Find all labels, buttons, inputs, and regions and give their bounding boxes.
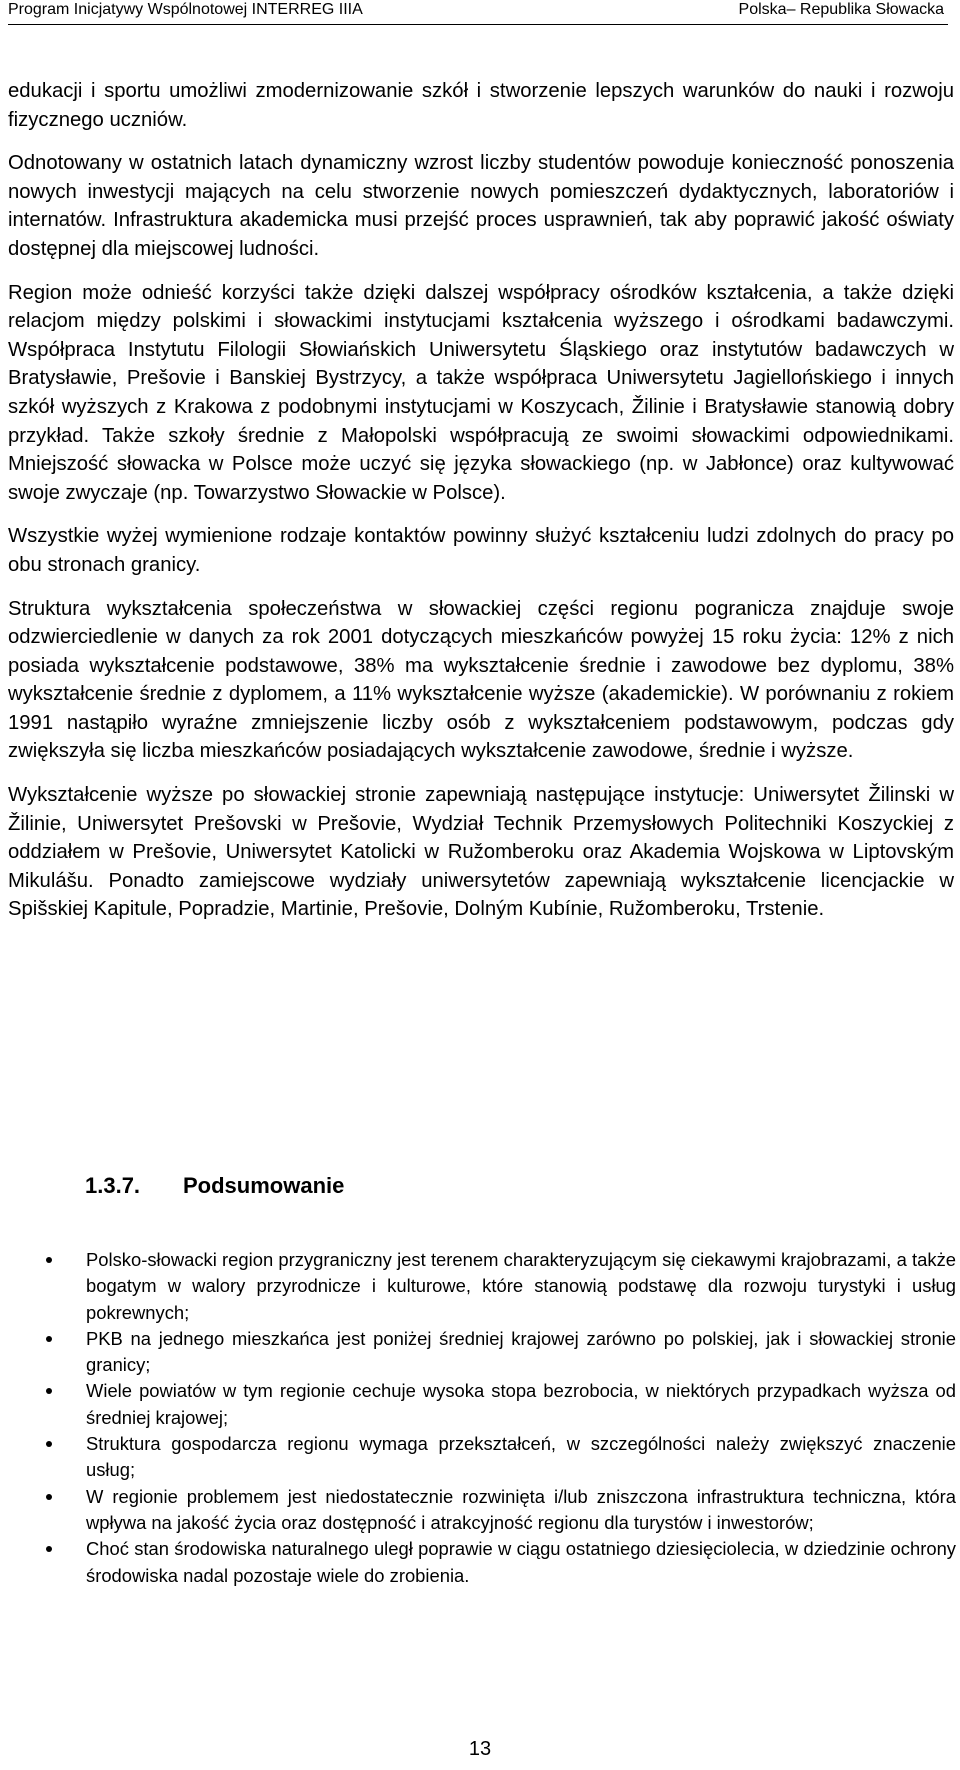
list-item-text: Choć stan środowiska naturalnego uległ poprawie w ciągu ostatniego dziesięciolecia, w dziedzinie ochrony środowiska nadal pozostaje wiele do zrobienia. — [86, 1538, 956, 1586]
summary-list — [36, 1247, 956, 1589]
paragraph: edukacji i sportu umożliwi zmodernizowanie szkół i stworzenie lepszych warunków do nauki i rozwoju fizycznego uczniów. — [8, 80, 954, 131]
page-header — [8, 0, 948, 25]
list-item-text: Polsko-słowacki region przygraniczny jest terenem charakteryzującym się ciekawymi krajobrazami, a także bogatym w walory przyrodnicze i kulturowe, które stanowią podstawę dla rozwoju turystyki i usług pokrewnych; — [86, 1249, 956, 1323]
paragraph: Region może odnieść korzyści także dzięki dalszej współpracy ośrodków kształcenia, a także dzięki relacjom między polskimi i słowackimi instytucjami kształcenia wyższego i ośrodkami badawczymi. Współpraca Instytutu Filologii Słowiańskich Uniwersytetu Śląskiego oraz instytutów badawczych w Bratysławie, Prešovie i Banskiej Bystrzycy, a także współpraca Uniwersytetu Jagiellońskiego i innych szkół wyższych z Krakowa z podobnymi instytucjami w Koszycach, Žilinie i Bratysławie stanowią dobry przykład. Także szkoły średnie z Małopolski współpracują ze swoimi słowackimi odpowiednikami. Mniejszość słowacka w Polsce może uczyć się języka słowackiego (np. w Jabłonce) oraz kultywować swoje zwyczaje (np. Towarzystwo Słowackie w Polsce). — [8, 281, 954, 504]
section-heading — [85, 1173, 344, 1199]
page-number: 13 — [468, 1738, 492, 1760]
header-region-title: Polska– Republika Słowacka — [738, 1, 944, 18]
list-item-text: Struktura gospodarcza regionu wymaga przekształceń, w szczególności należy zwiększyć znaczenie usług; — [86, 1433, 956, 1481]
bullet-icon — [46, 1336, 52, 1342]
list-item — [36, 1326, 956, 1379]
paragraph: Wszystkie wyżej wymienione rodzaje kontaktów powinny służyć kształceniu ludzi zdolnych do pracy po obu stronach granicy. — [8, 525, 954, 576]
list-item-text: Wiele powiatów w tym regionie cechuje wysoka stopa bezrobocia, w niektórych przypadkach wyższa od średniej krajowej; — [86, 1380, 956, 1428]
list-item — [36, 1378, 956, 1431]
bullet-icon — [46, 1546, 52, 1552]
section-number: 1.3.7. — [85, 1173, 141, 1198]
bullet-icon — [46, 1388, 52, 1394]
paragraph: Odnotowany w ostatnich latach dynamiczny wzrost liczby studentów powoduje konieczność ponoszenia nowych inwestycji mających na celu stworzenie nowych pomieszczeń dydaktycznych, laboratoriów i internatów. Infrastruktura akademicka musi przejść proces usprawnień, tak aby poprawić jakość oświaty dostępnej dla miejscowej ludności. — [8, 152, 954, 260]
list-item-text: W regionie problemem jest niedostatecznie rozwinięta i/lub zniszczona infrastruktura techniczna, która wpływa na jakość życia oraz dostępność i atrakcyjność regionu dla turystów i inwestorów; — [86, 1485, 956, 1533]
list-item — [36, 1536, 956, 1589]
bullet-icon — [46, 1441, 52, 1447]
list-item — [36, 1247, 956, 1326]
paragraph: Struktura wykształcenia społeczeństwa w słowackiej części regionu pogranicza znajduje swoje odzwierciedlenie w danych za rok 2001 dotyczących mieszkańców powyżej 15 roku życia: 12% z nich posiada wykształcenie podstawowe, 38% ma wykształcenie średnie i zawodowe bez dyplomu, 38% wykształcenie średnie z dyplomem, a 11% wykształcenie wyższe (akademickie). W porównaniu z rokiem 1991 nastąpiło wyraźne zmniejszenie liczby osób z wykształceniem podstawowym, podczas gdy zwiększyła się liczba mieszkańców posiadających wykształcenie zawodowe, średnie i wyższe. — [8, 597, 954, 763]
list-item-text: PKB na jednego mieszkańca jest poniżej średniej krajowej zarówno po polskiej, jak i słowackiej stronie granicy; — [86, 1327, 956, 1376]
list-item — [36, 1484, 956, 1537]
header-program-title: Program Inicjatywy Wspólnotowej INTERREG IIIA — [8, 1, 363, 18]
list-item — [36, 1431, 956, 1484]
section-title: Podsumowanie — [183, 1173, 345, 1198]
body-text — [8, 77, 954, 939]
bullet-icon — [46, 1257, 52, 1263]
paragraph: Wykształcenie wyższe po słowackiej stronie zapewniają następujące instytucje: Uniwersytet Žilinski w Žilinie, Uniwersytet Prešovski w Prešovie, Wydział Technik Przemysłowych Politechniki Koszyckiej z oddziałem w Prešovie, Uniwersytet Katolicki w Ružomberoku oraz Akademia Wojskowa w Liptovským Mikulášu. Ponadto zamiejscowe wydziały uniwersytetów zapewniają wykształcenie licencjackie w Spišskiej Kapitule, Popradzie, Martinie, Prešovie, Dolným Kubínie, Ružomberoku, Trstenie. — [8, 784, 954, 921]
bullet-icon — [46, 1494, 52, 1500]
